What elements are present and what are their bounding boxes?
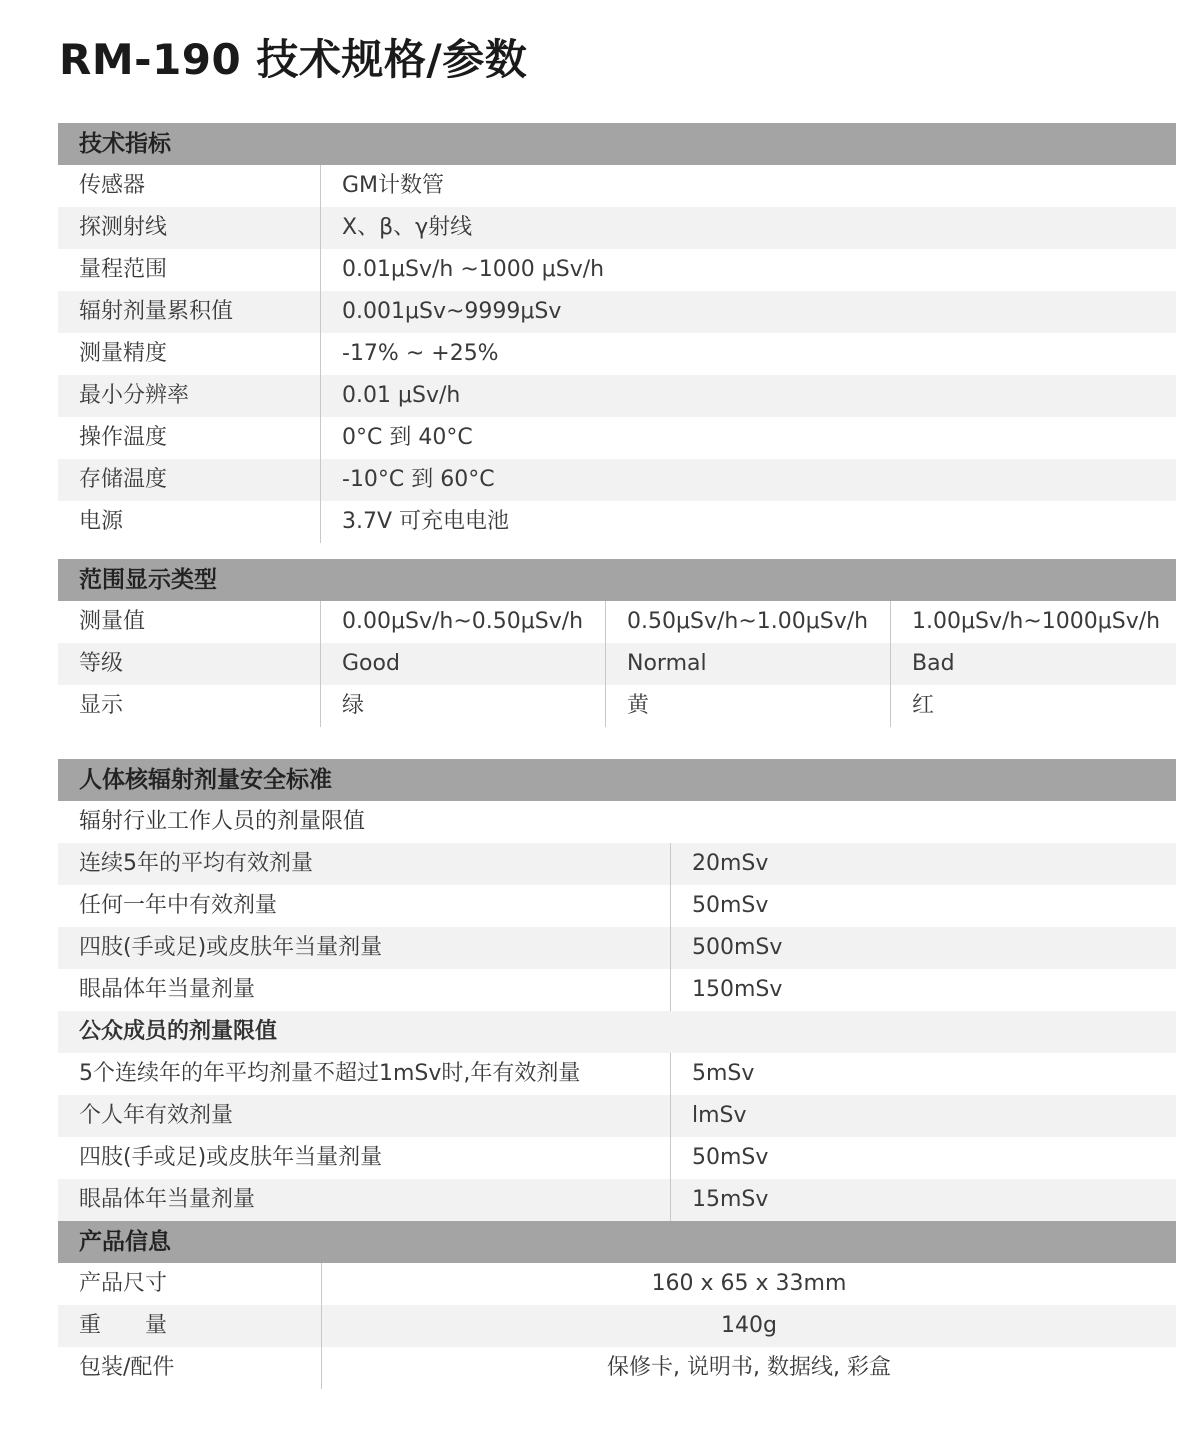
- specs-table: [58, 123, 1176, 543]
- safety-value: 15mSv: [670, 1179, 1176, 1221]
- spec-value: GM计数管: [320, 165, 1176, 207]
- table-row: [58, 643, 1176, 685]
- table-row: [58, 1053, 1176, 1095]
- spec-label: 存储温度: [79, 467, 168, 492]
- table-row: [58, 927, 1176, 969]
- table-row: [58, 249, 1176, 291]
- product-value: 保修卡, 说明书, 数据线, 彩盒: [321, 1347, 1176, 1389]
- safety-label: 连续5年的平均有效剂量: [79, 851, 313, 876]
- safety-label: 眼晶体年当量剂量: [79, 1187, 256, 1212]
- table-row: [58, 1263, 1176, 1305]
- spec-value: 0.01μSv/h ~1000 μSv/h: [320, 249, 1176, 291]
- table-row: [58, 969, 1176, 1011]
- spec-label: 操作温度: [79, 425, 168, 450]
- product-header: 产品信息: [58, 1221, 1176, 1263]
- group-title: 辐射行业工作人员的剂量限值: [79, 809, 366, 834]
- spec-value: 0°C 到 40°C: [320, 417, 1176, 459]
- range-cell: 0.50μSv/h~1.00μSv/h: [605, 601, 890, 643]
- product-value: 160 x 65 x 33mm: [321, 1263, 1176, 1305]
- safety-value: 5mSv: [670, 1053, 1176, 1095]
- table-row: [58, 1305, 1176, 1347]
- range-cell: Bad: [890, 643, 1176, 685]
- range-cell: 红: [890, 685, 1176, 727]
- range-display-table: [58, 559, 1176, 727]
- range-header: 范围显示类型: [58, 559, 1176, 601]
- safety-value: 50mSv: [670, 885, 1176, 927]
- safety-label: 四肢(手或足)或皮肤年当量剂量: [79, 1145, 383, 1170]
- range-label: 测量值: [79, 609, 146, 634]
- safety-value: 20mSv: [670, 843, 1176, 885]
- table-row: [58, 1179, 1176, 1221]
- table-row: [58, 1347, 1176, 1389]
- product-label: 重 量: [79, 1313, 168, 1338]
- safety-value: 50mSv: [670, 1137, 1176, 1179]
- safety-label: 眼晶体年当量剂量: [79, 977, 256, 1002]
- table-row: [58, 207, 1176, 249]
- safety-label: 个人年有效剂量: [79, 1103, 234, 1128]
- safety-value: 500mSv: [670, 927, 1176, 969]
- spec-value: 0.01 μSv/h: [320, 375, 1176, 417]
- safety-header: 人体核辐射剂量安全标准: [58, 759, 1176, 801]
- table-row: [58, 417, 1176, 459]
- safety-label: 5个连续年的年平均剂量不超过1mSv时,年有效剂量: [79, 1061, 581, 1086]
- range-cell: 绿: [320, 685, 605, 727]
- spec-label: 探测射线: [79, 215, 168, 240]
- spec-label: 量程范围: [79, 257, 168, 282]
- table-row: [58, 333, 1176, 375]
- range-cell: 黄: [605, 685, 890, 727]
- group-title: 公众成员的剂量限值: [58, 1011, 1176, 1053]
- page-title: RM-190 技术规格/参数: [59, 35, 528, 84]
- range-cell: Good: [320, 643, 605, 685]
- spec-value: X、β、γ射线: [320, 207, 1176, 249]
- table-row: [58, 885, 1176, 927]
- specs-header: 技术指标: [58, 123, 1176, 165]
- spec-label: 电源: [79, 509, 124, 534]
- table-row: [58, 375, 1176, 417]
- spec-label: 最小分辨率: [79, 383, 190, 408]
- table-row: [58, 1095, 1176, 1137]
- spec-label: 辐射剂量累积值: [79, 299, 234, 324]
- safety-label: 四肢(手或足)或皮肤年当量剂量: [79, 935, 383, 960]
- range-cell: 0.00μSv/h~0.50μSv/h: [320, 601, 605, 643]
- table-row: [58, 501, 1176, 543]
- range-cell: 1.00μSv/h~1000μSv/h: [890, 601, 1176, 643]
- spec-label: 测量精度: [79, 341, 168, 366]
- safety-value: 150mSv: [670, 969, 1176, 1011]
- spec-value: -10°C 到 60°C: [320, 459, 1176, 501]
- safety-table: [58, 759, 1176, 1221]
- product-table: [58, 1221, 1176, 1389]
- range-cell: Normal: [605, 643, 890, 685]
- spec-value: 0.001μSv~9999μSv: [320, 291, 1176, 333]
- range-label: 显示: [79, 693, 124, 718]
- table-row: [58, 1137, 1176, 1179]
- spec-label: 传感器: [79, 173, 146, 198]
- product-label: 产品尺寸: [79, 1271, 168, 1296]
- table-row: [58, 165, 1176, 207]
- product-label: 包装/配件: [79, 1355, 175, 1380]
- table-row: [58, 685, 1176, 727]
- product-value: 140g: [321, 1305, 1176, 1347]
- range-label: 等级: [79, 651, 124, 676]
- table-row: [58, 601, 1176, 643]
- spec-value: -17% ~ +25%: [320, 333, 1176, 375]
- table-row: [58, 291, 1176, 333]
- safety-label: 任何一年中有效剂量: [79, 893, 278, 918]
- safety-value: lmSv: [670, 1095, 1176, 1137]
- spec-value: 3.7V 可充电电池: [320, 501, 1176, 543]
- table-row: [58, 459, 1176, 501]
- table-row: [58, 843, 1176, 885]
